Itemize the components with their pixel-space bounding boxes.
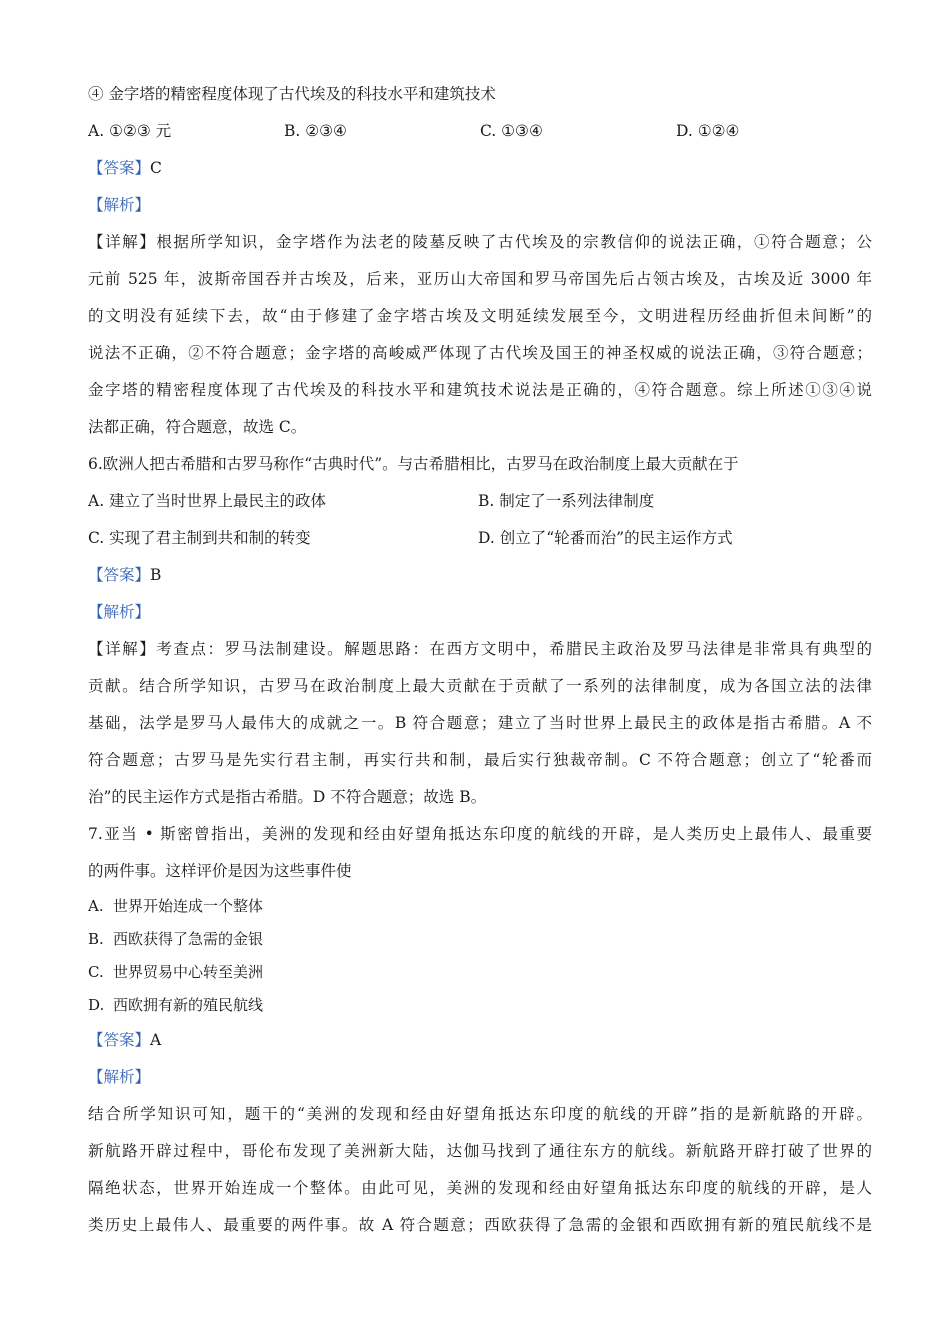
q7-option-a: A. 世界开始连成一个整体 — [88, 897, 264, 915]
document-content — [88, 76, 872, 1244]
q6-detail-line-3: 基础，法学是罗马人最伟大的成就之一。B 符合题意；建立了当时世界上最民主的政体是指古希腊。A 不 — [88, 714, 872, 732]
q5-option-a: A. ①②③ 元 — [88, 122, 172, 140]
q6-options-row-1 — [88, 483, 872, 520]
q7-analysis-line-3: 隔绝状态，世界开始连成一个整体。由此可见，美洲的发现和经由好望角抵达东印度的航线的开辟，是人 — [88, 1179, 872, 1197]
q5-detail-line-5: 金字塔的精密程度体现了古代埃及的科技水平和建筑技术说法是正确的，④符合题意。综上所述①③④说 — [88, 381, 872, 399]
q6-option-c: C. 实现了君主制到共和制的转变 — [88, 529, 311, 547]
q5-options — [88, 113, 872, 150]
q5-answer — [88, 150, 872, 187]
q7-analysis-line-2: 新航路开辟过程中，哥伦布发现了美洲新大陆，达伽马找到了通往东方的航线。新航路开辟打破了世界的 — [88, 1142, 872, 1160]
q5-detail-line-3: 的文明没有延续下去，故“由于修建了金字塔古埃及文明延续发展至今，文明进程历经曲折但未间断”的 — [88, 307, 872, 325]
q7-stem-line-2: 的两件事。这样评价是因为这些事件使 — [88, 862, 352, 880]
q6-detail-line-1: 【详解】考查点：罗马法制建设。解题思路：在西方文明中，希腊民主政治及罗马法律是非常具有典型的 — [88, 640, 872, 658]
answer-value: C — [150, 159, 162, 177]
q5-option-b: B. ②③④ — [284, 122, 347, 140]
q5-detail-line-1: 【详解】根据所学知识，金字塔作为法老的陵墓反映了古代埃及的宗教信仰的说法正确，①符合题意；公 — [88, 233, 872, 251]
answer-value: A — [150, 1031, 162, 1049]
q5-option-d: D. ①②④ — [676, 122, 740, 140]
detail-tag: 【详解】 — [88, 233, 157, 251]
q7-analysis-line-1: 结合所学知识可知，题干的“美洲的发现和经由好望角抵达东印度的航线的开辟”指的是新航路的开辟。 — [88, 1105, 872, 1123]
q7-stem-line-1: 7.亚当 • 斯密曾指出，美洲的发现和经由好望角抵达东印度的航线的开辟，是人类历史上最伟人、最重要 — [88, 825, 872, 843]
q7-analysis-line-4: 类历史上最伟人、最重要的两件事。故 A 符合题意；西欧获得了急需的金银和西欧拥有新的殖民航线不是 — [88, 1216, 872, 1234]
q7-answer — [88, 1022, 872, 1059]
q5-option-c: C. ①③④ — [480, 122, 543, 140]
answer-value: B — [150, 566, 162, 584]
q5-item-4: ④ 金字塔的精密程度体现了古代埃及的科技水平和建筑技术 — [88, 85, 496, 103]
q7-option-b: B. 西欧获得了急需的金银 — [88, 930, 264, 948]
q6-detail-line-4: 符合题意；古罗马是先实行君主制，再实行共和制，最后实行独裁帝制。C 不符合题意；创立了“轮番而 — [88, 751, 872, 769]
answer-tag: 【答案】 — [88, 159, 151, 177]
q5-detail-line-4: 说法不正确，②不符合题意；金字塔的高峻威严体现了古代埃及国王的神圣权威的说法正确，③符合题意； — [88, 344, 872, 362]
answer-tag: 【答案】 — [88, 566, 151, 584]
q6-option-b: B. 制定了一系列法律制度 — [478, 492, 655, 510]
q6-answer — [88, 557, 872, 594]
q6-stem: 6.欧洲人把古希腊和古罗马称作“古典时代”。与古希腊相比，古罗马在政治制度上最大贡献在于 — [88, 455, 739, 473]
q6-analysis-tag: 【解析】 — [88, 603, 151, 621]
q6-option-d: D. 创立了“轮番而治”的民主运作方式 — [478, 529, 733, 547]
q6-detail-line-2: 贡献。结合所学知识，古罗马在政治制度上最大贡献在于贡献了一系列的法律制度，成为各国立法的法律 — [88, 677, 872, 695]
q6-options-row-2 — [88, 520, 872, 557]
q6-option-a: A. 建立了当时世界上最民主的政体 — [88, 492, 327, 510]
q7-option-c: C. 世界贸易中心转至美洲 — [88, 963, 264, 981]
q5-detail-line-2: 元前 525 年，波斯帝国吞并古埃及，后来，亚历山大帝国和罗马帝国先后占领古埃及，古埃及近 3000 年 — [88, 270, 872, 288]
q7-analysis-tag: 【解析】 — [88, 1068, 151, 1086]
q7-option-d: D. 西欧拥有新的殖民航线 — [88, 996, 264, 1014]
q6-detail-line-5: 治”的民主运作方式是指古希腊。D 不符合题意；故选 B。 — [88, 788, 487, 806]
q5-detail-line-6: 法都正确，符合题意，故选 C。 — [88, 418, 307, 436]
detail-tag: 【详解】 — [88, 640, 157, 658]
answer-tag: 【答案】 — [88, 1031, 151, 1049]
q5-analysis-tag: 【解析】 — [88, 196, 151, 214]
